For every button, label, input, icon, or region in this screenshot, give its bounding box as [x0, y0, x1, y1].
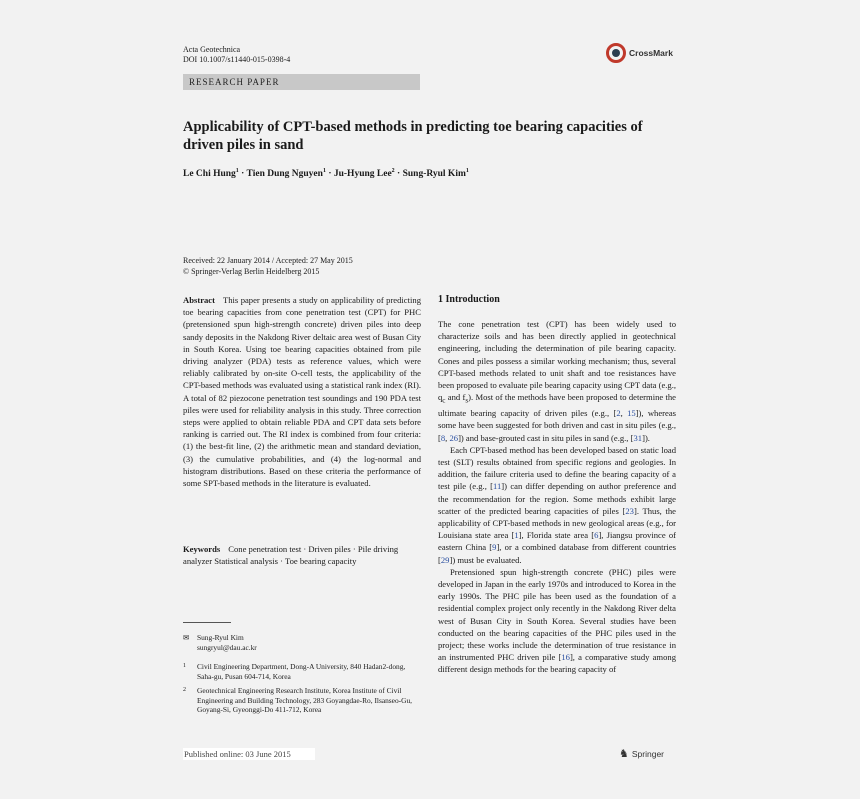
keywords: [183, 543, 421, 567]
author-name[interactable]: Tien Dung Nguyen: [246, 169, 323, 180]
subscript: c: [442, 396, 446, 405]
affiliation-1: [183, 662, 423, 681]
citation-link[interactable]: 23: [625, 505, 634, 516]
publication-dates: [183, 256, 353, 277]
crossmark-icon: [606, 43, 626, 63]
citation-link[interactable]: 9: [492, 542, 497, 553]
published-online: Published online: 03 June 2015: [183, 748, 315, 760]
author-affiliation-mark: 1: [235, 168, 239, 174]
keywords-text: Cone penetration test · Driven piles · Pile driving analyzer Statistical analysis · Toe bearing capacity: [183, 544, 399, 567]
citation-link[interactable]: 26: [449, 432, 459, 443]
article-type-banner: RESEARCH PAPER: [183, 74, 420, 90]
abstract-label: Abstract: [183, 295, 215, 305]
citation-link[interactable]: 2: [616, 408, 621, 419]
author-list: Le Chi Hung$^1$ · Tien Dung Nguyen$^1$ · Ju-Hyung Lee$^2$ · Sung-Ryul Kim$^1$: [183, 168, 469, 180]
corresponding-author: [183, 633, 423, 652]
author-affiliation-mark: 2: [391, 168, 395, 174]
received-accepted: Received: 22 January 2014 / Accepted: 27 May 2015: [183, 256, 353, 265]
journal-name: Acta Geotechnica: [183, 45, 241, 54]
contact-email[interactable]: sungryul@dau.ac.kr: [197, 642, 257, 652]
subscript: s: [465, 396, 469, 405]
author-affiliation-mark: 1: [465, 168, 469, 174]
affiliation-1-number: 1: [183, 663, 186, 669]
intro-paragraph-3: Pretensioned spun high-strength concrete (PHC) piles were developed in Japan in the early 1970s and introduced to Korea in the early 1990s. The PHC pile has been used as the foundation of a residential complex project only recently in the Nakdong River delta west of Busan City in South Korea. Several studies have been conducted on the bearing capacities of the PHC piles used in the project; these works include the determination of true resistance in an instrumented PHC driven pile [16], a comparative study among different design methods for the bearing capacity of: [438, 566, 676, 675]
affiliation-2-number: 2: [183, 687, 186, 693]
intro-paragraph-1: The cone penetration test (CPT) has been widely used to characterize soils and has been directly applied in geotechnical engineering, including the determination of pile bearing capacity. Cones and piles possess a similar working mechanism; thus, several CPT-based methods related to unit shaft and toe resistances have been proposed to evaluate pile bearing capacity using CPT data (e.g., $q_c$ and $f_s$). Most of the methods have been proposed to determine the ultimate bearing capacity of driven piles (e.g., [2, 15]), whereas some have been suggested for both driven and cast in situ piles (e.g., [8, 26]) and base-grouted cast in situ piles in sand (e.g., [31]).: [438, 319, 676, 443]
citation-link[interactable]: 11: [493, 481, 502, 492]
envelope-icon: ✉: [183, 633, 190, 642]
intro-paragraph-2: Each CPT-based method has been developed based on static load test (SLT) results obtained from specific regions and geologies. In addition, the failure criteria used to define the bearing capacity of a test pile (e.g., [11]) can differ depending on author preference and the recommendation for the region. Some methods exhibit large scatter of the predicted bearing capacities of piles [23]. Thus, the applicability of CPT-based methods in new geological areas (e.g., for Louisiana state area [1], Florida state area [6], Jiangsu province of eastern China [9], or a combined database from different countries [29]) must be evaluated.: [438, 444, 677, 565]
publisher-logo: [619, 747, 664, 760]
citation-link[interactable]: 15: [627, 408, 636, 419]
author-name[interactable]: Ju-Hyung Lee: [333, 169, 392, 180]
keywords-label: Keywords: [183, 544, 221, 554]
author-name[interactable]: Sung-Ryul Kim: [402, 169, 466, 180]
citation-link[interactable]: 1: [514, 530, 519, 541]
abstract: [183, 294, 421, 489]
journal-doi[interactable]: DOI 10.1007/s11440-015-0398-4: [183, 55, 291, 64]
contact-name: Sung-Ryul Kim: [197, 633, 244, 642]
citation-link[interactable]: 29: [440, 554, 450, 565]
footnote-separator: [183, 622, 231, 623]
paper-title: Applicability of CPT-based methods in predicting toe bearing capacities of driven piles in sand: [183, 119, 643, 153]
introduction-text: [438, 318, 676, 676]
publisher-name: Springer: [631, 748, 665, 759]
affiliation-1-text: Civil Engineering Department, Dong-A University, 840 Hadan2-dong, Saha-gu, Pusan 604-714, Korea: [197, 662, 406, 681]
author-name[interactable]: Le Chi Hung: [183, 169, 236, 180]
citation-link[interactable]: 8: [440, 432, 446, 443]
author-affiliation-mark: 1: [322, 168, 326, 174]
abstract-text: This paper presents a study on applicability of predicting toe bearing capacities from cone penetration test (CPT) for PHC (pretensioned spun high-strength concrete) driven piles into deep sandy deposits in the Nakdong River deltaic area west of Busan City in South Korea. Using toe bearing capacities obtained from pile driving analyzer (PDA) tests as reference values, which were reliably calibrated by on-site O-cell tests, the applicability of the CPT-based methods was evaluated using a statistical rank index (RI). A total of 82 piezocone penetration test soundings and 190 PDA test piles were used for reliability analysis in this study. Three correction steps were applied to obtain reliable PDA and CPT data sets before ranking is carried out. The RI index is combined from four criteria: (1) the best-fit line, (2) the arithmetic mean and standard deviation, (3) the cumulative probabilities, and (4) the log-normal and histogram distributions. Based on these criteria the performance of some SPT-based methods in the literature is evaluated.: [183, 295, 421, 489]
section-heading-introduction: 1 Introduction: [438, 294, 500, 305]
crossmark-label: CrossMark: [629, 48, 673, 58]
copyright-line: © Springer-Verlag Berlin Heidelberg 2015: [183, 266, 320, 276]
springer-horse-icon: ♞: [619, 748, 629, 760]
journal-header: [183, 45, 290, 65]
affiliation-2-text: Geotechnical Engineering Research Institute, Korea Institute of Civil Engineering and Building Technology, 283 Goyangdae-Ro, Ilsanseo-Gu, Goyang-Si, Gyeonggi-Do 411-712, Korea: [197, 686, 412, 714]
citation-link[interactable]: 6: [594, 530, 599, 541]
citation-link[interactable]: 16: [561, 652, 570, 663]
citation-link[interactable]: 31: [633, 432, 643, 443]
crossmark-badge[interactable]: [606, 43, 673, 63]
affiliation-2: [183, 686, 423, 715]
